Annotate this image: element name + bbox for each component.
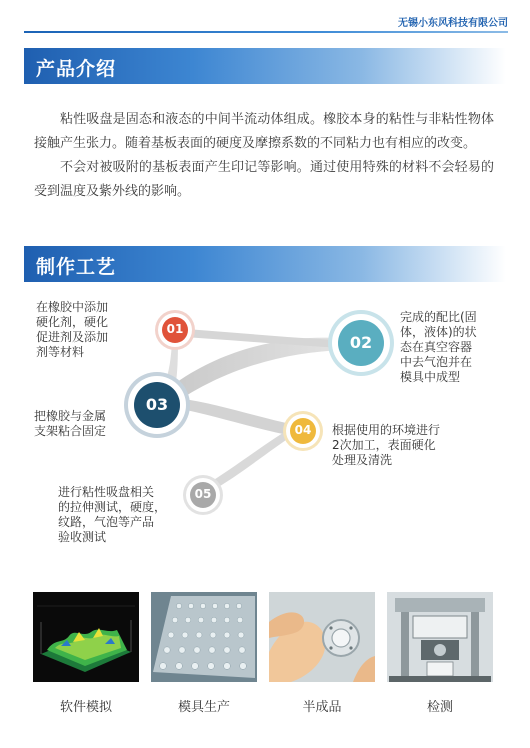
connector-03-04 (176, 398, 298, 437)
caption-inspection: 检测 (426, 700, 453, 715)
connector-03-02 (170, 338, 345, 405)
step-04-number: 04 (294, 423, 312, 437)
step-02-text: 完成的配比(固 体，液体)的状 态在真空容器 中去气泡并在 模具中成型 (400, 310, 477, 384)
step-03-text: 把橡胶与金属 支架粘合固定 (34, 409, 107, 438)
photo-mold-production (151, 592, 257, 682)
step-01-number: 01 (166, 322, 184, 336)
intro-text (34, 108, 494, 204)
photo-software-simulation (33, 592, 139, 682)
step-02-number: 02 (349, 333, 373, 352)
photo-row (33, 592, 503, 722)
header-divider (24, 31, 508, 33)
caption-mold-production: 模具生产 (177, 700, 230, 715)
caption-semi-finished: 半成品 (302, 700, 342, 715)
step-05-text: 进行粘性吸盘相关 的拉伸测试，硬度， 纹路，气泡等产品 验收测试 (58, 485, 167, 544)
step-05-number: 05 (194, 487, 212, 501)
mold-tray-image (151, 592, 257, 682)
process-section-header (24, 246, 506, 282)
step-05-circle (186, 478, 220, 512)
photo-semi-finished (269, 592, 375, 682)
intro-paragraph-1: 粘性吸盘是固态和液态的中间半流动体组成。橡胶本身的粘性与非粘性物体接触产生张力。随着基板表面的硬度及摩擦系数的不同粘力也有相应的改变。 (34, 112, 494, 151)
company-name: 无锡小东风科技有限公司 (398, 18, 508, 29)
step-04-text: 根据使用的环境进行 2次加工，表面硬化 处理及清洗 (332, 423, 441, 467)
connector-04-05 (204, 426, 298, 492)
step-04-circle (286, 414, 320, 448)
surface-plot-image (33, 592, 139, 682)
step-01-circle (158, 313, 192, 347)
step-03-circle (128, 376, 186, 434)
photo-inspection (387, 592, 493, 682)
process-section-title: 制作工艺 (36, 256, 117, 278)
step-03-number: 03 (145, 395, 169, 414)
test-machine-image (387, 592, 493, 682)
step-02-circle (332, 314, 390, 372)
intro-section-header (24, 48, 506, 84)
process-diagram (0, 280, 530, 570)
semi-finished-part-image (269, 592, 375, 682)
intro-section-title: 产品介绍 (36, 58, 117, 80)
intro-paragraph-2: 不会对被吸附的基板表面产生印记等影响。通过使用特殊的材料不会轻易的受到温度及紫外线的影响。 (34, 160, 494, 199)
caption-software-simulation: 软件模拟 (59, 700, 112, 715)
step-01-text: 在橡胶中添加 硬化剂，硬化 促进剂及添加 剂等材料 (36, 300, 109, 359)
